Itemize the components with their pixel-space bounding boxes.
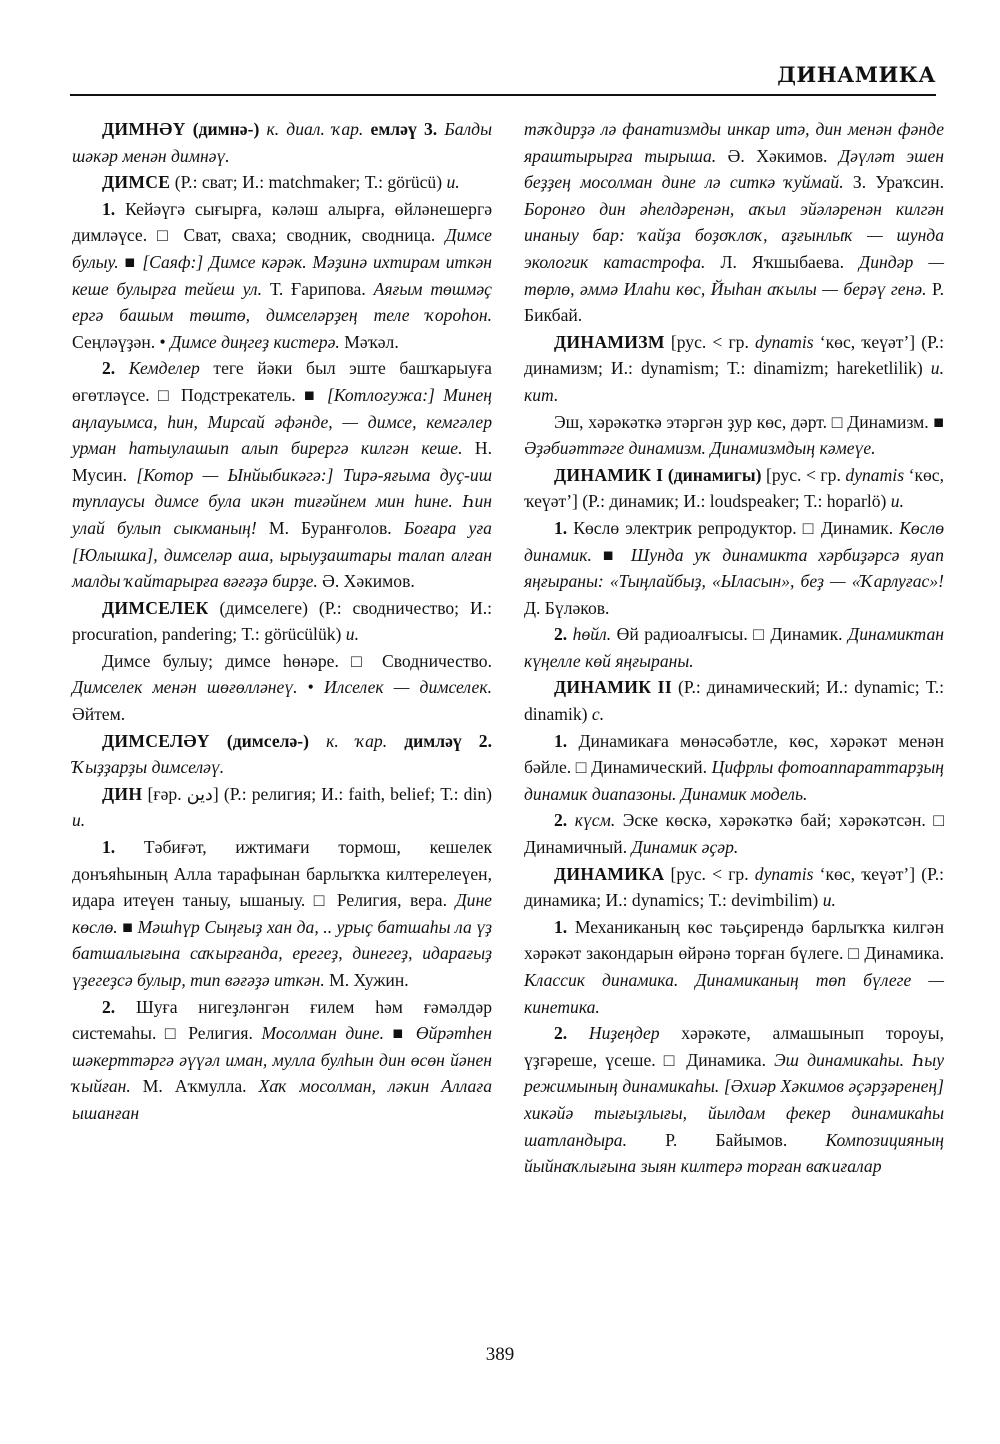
- entry-italic: Ҡыҙҙарҙы димселәү.: [72, 757, 225, 778]
- entry-italic: тәҡдирҙә лә фанатизмды инкар итә, дин менән фәнде яраштырырға тырыша.: [524, 119, 944, 166]
- sense-number: 2.: [478, 730, 492, 751]
- entry-italic: и.: [72, 810, 86, 831]
- entry-italic: Дине көслө.: [72, 890, 492, 937]
- entry-text: ‘көс, ҡеүәт’] (Р.: динамизм; И.: dynamism; Т.: dinamizm; hareketlilik): [524, 331, 945, 379]
- entry-italic: Композицияның йыйнаҡлығына зыян килтерә торған ваҡиғалар: [524, 1129, 944, 1177]
- entry-text: М. Буранғолов.: [256, 517, 404, 538]
- sense-number: 2.: [554, 624, 568, 645]
- headword: ДИМНӘҮ: [102, 119, 186, 139]
- entry-dimselau: [72, 728, 492, 781]
- entry-italic: Дәүләт эшен беҙҙең мосолман дине лә ситкә ҡуймай.: [524, 145, 944, 193]
- entry-text: М. Аҡмулла.: [130, 1076, 259, 1097]
- sense-number: 1.: [554, 730, 568, 751]
- headword: ДИНАМИКА: [554, 863, 665, 884]
- entry-italic: Көслө динамик.: [524, 517, 944, 565]
- sense-dinamizm: [524, 409, 944, 462]
- sense-number: 1.: [102, 198, 116, 219]
- entry-text: Т. Ғарипова.: [262, 278, 374, 299]
- entry-text: [рус. < гр.: [761, 464, 846, 485]
- entry-text: ■: [383, 1023, 416, 1044]
- entry-text: теге йәки был эште башҡарыуға өгөтләүсе. □ Подстрекатель. ■: [72, 358, 492, 405]
- sense-dimse-2: [72, 355, 492, 594]
- entry-text: димләү: [387, 730, 479, 751]
- entry-italic: Кемделер: [115, 358, 200, 379]
- entry-text: Д. Бүләков.: [524, 597, 610, 618]
- entry-italic: и. кит.: [524, 358, 944, 405]
- entry-text: Кейәүгә сығырға, кәләш алырға, өйләнешергә димләүсе. □ Сват, сваха; сводник, сводница.: [72, 198, 492, 246]
- entry-text: Шуға нигеҙләнгән ғилем һәм ғәмәлдәр системаһы. □ Религия.: [72, 996, 492, 1044]
- headword: ДИМСЕЛЕК: [102, 597, 209, 618]
- entry-italic: и.: [345, 624, 359, 645]
- entry-italic: Аяғым төшмәҫ ергә башым төштө, димселәрҙең теле ҡороһон.: [72, 278, 492, 326]
- entry-text: М. Хужин.: [324, 970, 409, 990]
- entry-text: З. Ураҡсин.: [843, 172, 944, 193]
- sense-number: 2.: [554, 1023, 568, 1044]
- entry-bold: (динамигы): [667, 464, 762, 485]
- entry-din: [72, 781, 492, 834]
- sense-dinamika-1: [524, 914, 944, 1020]
- entry-italic: Динамик әҫәр.: [631, 837, 739, 858]
- entry-italic: Димсе диңгеҙ кистерә.: [170, 331, 340, 352]
- entry-text: [ғәр. دين] (Р.: религия; И.: faith, belief; Т.: din): [142, 783, 492, 804]
- entry-italic: Мәшһүр Сыңғыҙ хан да, .. урыҫ батшаһы ла үҙ батшалығына саҡырғанда, ерегеҙ, динегеҙ, идарағыҙ үҙегеҙсә булыр, тип вәғәҙә иткән.: [72, 916, 492, 990]
- entry-dinamika: [524, 861, 944, 914]
- entry-text: (димселә-): [209, 730, 327, 751]
- sense-number: 1.: [102, 837, 116, 858]
- entry-italic: һөйл.: [567, 624, 612, 645]
- headword: ДИНАМИК II: [554, 677, 672, 698]
- headword: ДИНАМИЗМ: [554, 331, 665, 352]
- entry-dimnau: [72, 116, 492, 169]
- entry-text: (Р.: динамический; И.: dynamic; Т.: dinamik): [524, 677, 944, 725]
- entry-italic: и.: [822, 890, 836, 911]
- headword: ДИМСЕЛӘҮ: [102, 730, 210, 751]
- entry-text: Тәбиғәт, ижтимағи тормош, кешелек донъяһының Алла тарафынан барлыҡҡа килтерелеүен, идара итеүен таныу, ышаныу. □ Религия, вера.: [72, 837, 492, 911]
- entry-text: [рус. < гр.: [664, 863, 755, 884]
- entry-text: Өй радиоалғысы. □ Динамик.: [611, 624, 849, 645]
- entry-italic: Динамиктан күңелле көй яңғыраны.: [524, 624, 944, 671]
- entry-italic: Эш динамикаһы. Һыу режимының динамикаһы. [Әхиәр Хәкимов әҫәрҙәренең] хикәйә тығыҙлығы, йылдам фекер динамикаһы шатландыра.: [524, 1049, 944, 1150]
- entry-text: •: [297, 677, 324, 698]
- entry-italic: и.: [446, 172, 460, 193]
- sense-number: 1.: [554, 517, 568, 538]
- entry-dinamizm: [524, 329, 944, 409]
- entry-text: емләү: [363, 119, 424, 139]
- entry-italic: Димсе булыу.: [72, 225, 492, 272]
- entry-italic: и.: [890, 491, 904, 512]
- sense-din-2: [72, 994, 492, 1127]
- entry-italic: [Саяф:] Димсе кәрәк. Мәҙинә ихтирам иткән кеше булырға тейеш ул.: [72, 251, 492, 299]
- entry-text: Әйтем.: [72, 704, 126, 725]
- entry-text: Эш, хәрәкәткә этәргән ҙур көс, дәрт. □ Динамизм. ■: [554, 411, 944, 432]
- sense-dimse-1: [72, 196, 492, 356]
- headword: ДИН: [102, 783, 143, 804]
- sense-number: 2.: [102, 358, 116, 379]
- sense-number: 2.: [102, 996, 116, 1017]
- left-column: [72, 116, 492, 1127]
- entry-text: ■: [591, 544, 631, 565]
- entry-text: Димсе булыу; димсе һөнәре. □ Сводничество.: [102, 650, 492, 671]
- entry-text: Көслө электрик репродуктор. □ Динамик.: [567, 517, 900, 538]
- entry-text: Мәҡәл.: [339, 331, 399, 352]
- entry-italic: Боронғо дин әһелдәренән, аҡыл эйәләренән килгән инаныу бар: ҡайҙа боҙоҡлоҡ, аҙғынлыҡ — шунда экологик катастрофа.: [524, 198, 944, 272]
- entry-text: [рус. < гр.: [664, 331, 755, 352]
- entry-italic: Илселек — димселек.: [323, 677, 492, 698]
- entry-italic: Мосолман дине.: [261, 1023, 384, 1044]
- sense-dinamik-2-1: [524, 728, 944, 808]
- entry-text: ■: [118, 251, 143, 272]
- entry-italic: Диндәр — төрлө, әммә Илаһи көс, Йыһан аҡылы — берәү генә.: [524, 251, 944, 299]
- entry-italic: күсм.: [567, 810, 616, 831]
- entry-text: (димселеге) (Р.: сводничество; И.: procuration, pandering; Т.: görücülük): [72, 597, 492, 645]
- entry-dinamik-1: [524, 462, 944, 515]
- entry-text: ‘көс, ҡеүәт’] (Р.: динамика; И.: dynamics; Т.: devimbilim): [524, 863, 944, 911]
- entry-text: Р. Байымов.: [627, 1129, 826, 1150]
- sense-number: 1.: [554, 916, 568, 937]
- running-head: ДИНАМИКА: [777, 62, 936, 87]
- entry-italic: Боғара уға [Юлышка], димселәр аша, ырыуҙаштары талап алған малды ҡайтарырға вәғәҙә бирҙе.: [72, 517, 492, 592]
- entry-text: хәрәкәте, алмашынып тороуы, үҙгәреше, үсеше. □ Динамика.: [524, 1023, 944, 1070]
- header-rule: [70, 94, 936, 96]
- entry-text: (Р.: сват; И.: matchmaker; Т.: görücü): [170, 172, 447, 193]
- entry-italic: Цифрлы фотоаппараттарҙың динамик диапазоны. Динамик модель.: [524, 757, 944, 804]
- entry-text: (димнә-): [185, 119, 267, 139]
- headword: ДИНАМИК I: [554, 464, 664, 485]
- entry-text: Н. Мусин.: [72, 438, 492, 485]
- entry-italic: dynamis: [754, 863, 814, 884]
- entry-text: Динамикаға мөнәсәбәтле, көс, хәрәкәт менән бәйле. □ Динамический.: [524, 730, 944, 778]
- continuation-din: [524, 116, 944, 329]
- sense-dinamik-1-1: [524, 515, 944, 621]
- entry-text: ‘көс, ҡеүәт’] (Р.: динамик; И.: loudspeaker; Т.: hoparlö): [524, 464, 945, 512]
- entry-italic: Әҙәбиәттәге динамизм. Динамизмдың кәмеүе.: [524, 438, 876, 459]
- entry-text: Ә. Хәкимов.: [716, 145, 839, 166]
- sense-dinamika-2: [524, 1020, 944, 1180]
- entry-italic: Классик динамика. Динамиканың төп бүлеге — кинетика.: [524, 970, 944, 1017]
- sense-dinamik-1-2: [524, 621, 944, 674]
- entry-italic: dynamis: [754, 331, 814, 352]
- page-number: 389: [485, 1344, 515, 1365]
- entry-italic: к. диал. ҡар.: [266, 119, 364, 139]
- entry-italic: Димселек менән шөғөлләнеү.: [72, 677, 298, 698]
- headword: ДИМСЕ: [102, 172, 171, 193]
- entry-italic: Өйрәтһен шәкерттәргә әүүәл иман, мулла булһын дин өсөн йәнен ҡыйған.: [72, 1023, 492, 1097]
- entry-italic: Балды шәкәр менән димнәү.: [72, 119, 492, 166]
- sense-din-1: [72, 834, 492, 994]
- entry-text: Сеңләүҙән. •: [72, 331, 171, 352]
- sense-number: 2.: [554, 810, 568, 831]
- entry-italic: к. ҡар.: [326, 730, 388, 751]
- sense-dinamik-2-2: [524, 807, 944, 860]
- entry-italic: dynamis: [845, 464, 905, 485]
- entry-italic: Ниҙеңдер: [567, 1023, 660, 1044]
- entry-dimselek: [72, 595, 492, 648]
- entry-italic: Хаҡ мосолман, ләкин Аллаға ышанған: [72, 1076, 493, 1123]
- right-column: [524, 116, 944, 1180]
- entry-italic: Шунда уҡ динамикта хәрбиҙәрсә яуап яңғыраны: «Тыңлайбыҙ, «Ыласын», беҙ — «Ҡарлуғас»!: [524, 544, 944, 592]
- sense-number: 3.: [423, 119, 438, 139]
- entry-italic: [Котлогужа:] Минең аңлауымса, һин, Мирсай әфәнде, — димсе, кемгәлер урман һатыулашып алып бирергә килгән кеше.: [72, 384, 492, 459]
- entry-dimse: [72, 169, 492, 196]
- entry-text: Р. Бикбай.: [524, 278, 944, 326]
- sense-dimselek: [72, 648, 492, 728]
- entry-text: Механиканың көс тәьҫирендә барлыҡҡа килгән хәрәкәт закондарын өйрәнә торған бүлеге. □ Динамика.: [524, 916, 944, 964]
- entry-italic: [Котор — Ынйыбикәгә:] Тирә-яғыма дуҫ-иш туплаусы димсе була икән тиғәйнем мин һине. Һин улай булып сыкманың!: [72, 464, 492, 538]
- entry-text: ■: [117, 916, 138, 937]
- entry-text: Эске көскә, хәрәкәткә бай; хәрәкәтсән. □ Динамичный.: [524, 810, 944, 858]
- entry-dinamik-2: [524, 674, 944, 727]
- entry-text: Л. Яҡшыбаева.: [705, 251, 860, 272]
- entry-italic: с.: [591, 704, 605, 725]
- entry-text: Ә. Хәкимов.: [317, 571, 415, 592]
